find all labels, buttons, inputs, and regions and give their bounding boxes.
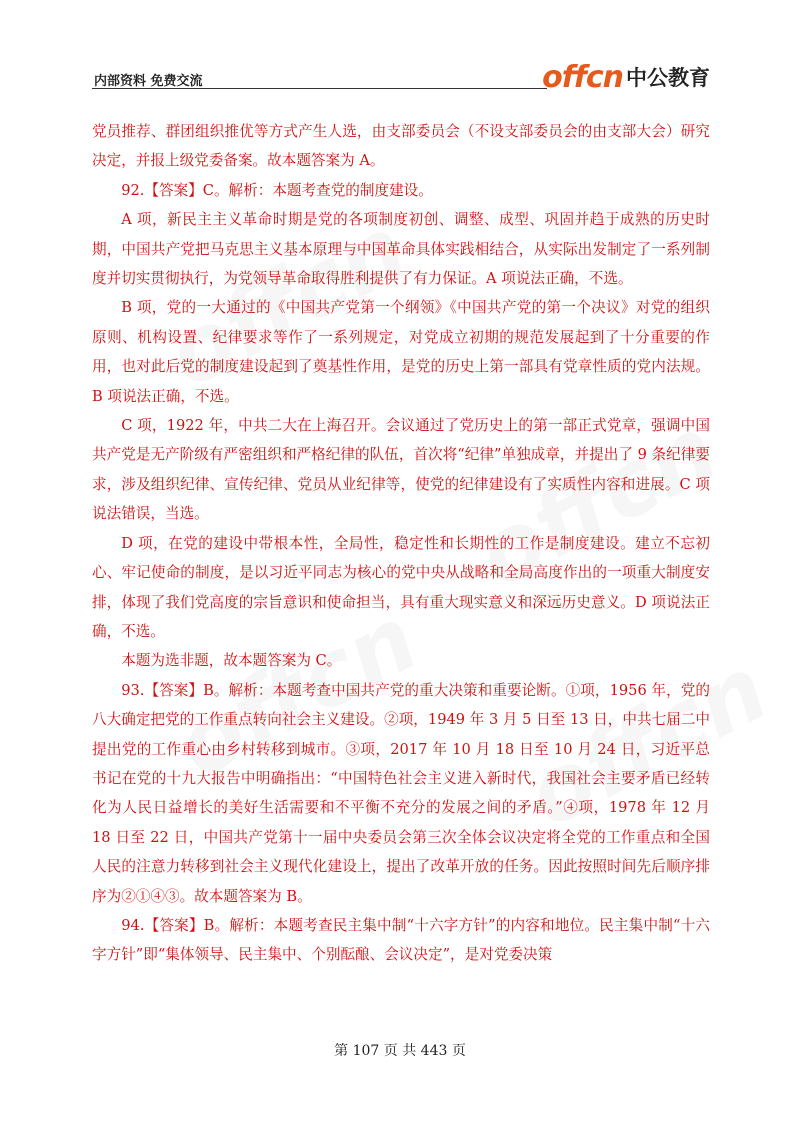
paragraph: 93.【答案】B。解析：本题考查中国共产党的重大决策和重要论断。①项，1956 年，党的八大确定把党的工作重点转向社会主义建设。②项，1949 年 3 月 5 日至 13 日，中共七届二中提出党的工作重心由乡村转移到城市。③项，2017 年 10 月 18 日至 10 月 24 日，习近平总书记在党的十九大报告中明确指出：“中国特色社会主义进入新时代，我国社会主要矛盾已经转化为人民日益增长的美好生活需要和不平衡不充分的发展之间的矛盾。”④项，1978 年 12 月 18 日至 22 日，中国共产党第十一届中央委员会第三次全体会议决定将全党的工作重点和全国人民的注意力转移到社会主义现代化建设上，提出了改革开放的任务。因此按照时间先后顺序排序为②①④③。故本题答案为 B。 [92,681,710,905]
paragraph: B 项，党的一大通过的《中国共产党第一个纲领》《中国共产党的第一个决议》对党的组织原则、机构设置、纪律要求等作了一系列规定，对党成立初期的规范发展起到了十分重要的作用，也对此后党的制度建设起到了奠基性作用，是党的历史上第一部具有党章性质的党内法规。B 项说法正确，不选。 [92,299,710,405]
page-number: 第 107 页 共 443 页 [334,1043,466,1059]
logo-chinese-text: 中公教育 [626,66,710,90]
page-header [92,59,710,95]
header-rule [92,88,547,89]
paragraph: 94.【答案】B。解析：本题考查民主集中制“十六字方针”的内容和地位。民主集中制“十六字方针”即“集体领导、民主集中、个别酝酿、会议决定”，是对党委决策 [92,916,710,964]
paragraph: C 项，1922 年，中共二大在上海召开。会议通过了党历史上的第一部正式党章，强调中国共产党是无产阶级有严密组织和严格纪律的队伍，首次将“纪律”单独成章，并提出了 9 条纪律要求，涉及组织纪律、宣传纪律、党员从业纪律等，使党的纪律建设有了实质性内容和进展。C 项说法错误，当选。 [92,417,710,523]
paragraph: A 项，新民主主义革命时期是党的各项制度初创、调整、成型、巩固并趋于成熟的历史时期，中国共产党把马克思主义基本原理与中国革命具体实践相结合，从实际出发制定了一系列制度并切实贯彻执行，为党领导革命取得胜利提供了有力保证。A 项说法正确，不选。 [92,211,710,288]
paragraph: 92.【答案】C。解析：本题考查党的制度建设。 [121,181,433,199]
offcn-logo [542,59,710,95]
paragraph: D 项，在党的建设中带根本性，全局性，稳定性和长期性的工作是制度建设。建立不忘初心、牢记使命的制度，是以习近平同志为核心的党中央从战略和全局高度作出的一项重大制度安排，体现了我们党高度的宗旨意识和使命担当，具有重大现实意义和深远历史意义。D 项说法正确，不选。 [92,534,710,640]
paragraph: 党员推荐、群团组织推优等方式产生人选，由支部委员会（不设支部委员会的由支部大会）研究决定，并报上级党委备案。故本题答案为 A。 [92,123,710,170]
header-label: 内部资料 免费交流 [94,74,203,89]
document-body [92,117,710,970]
paragraph: 本题为选非题，故本题答案为 C。 [121,652,342,670]
logo-latin-text: offcn [542,59,623,95]
